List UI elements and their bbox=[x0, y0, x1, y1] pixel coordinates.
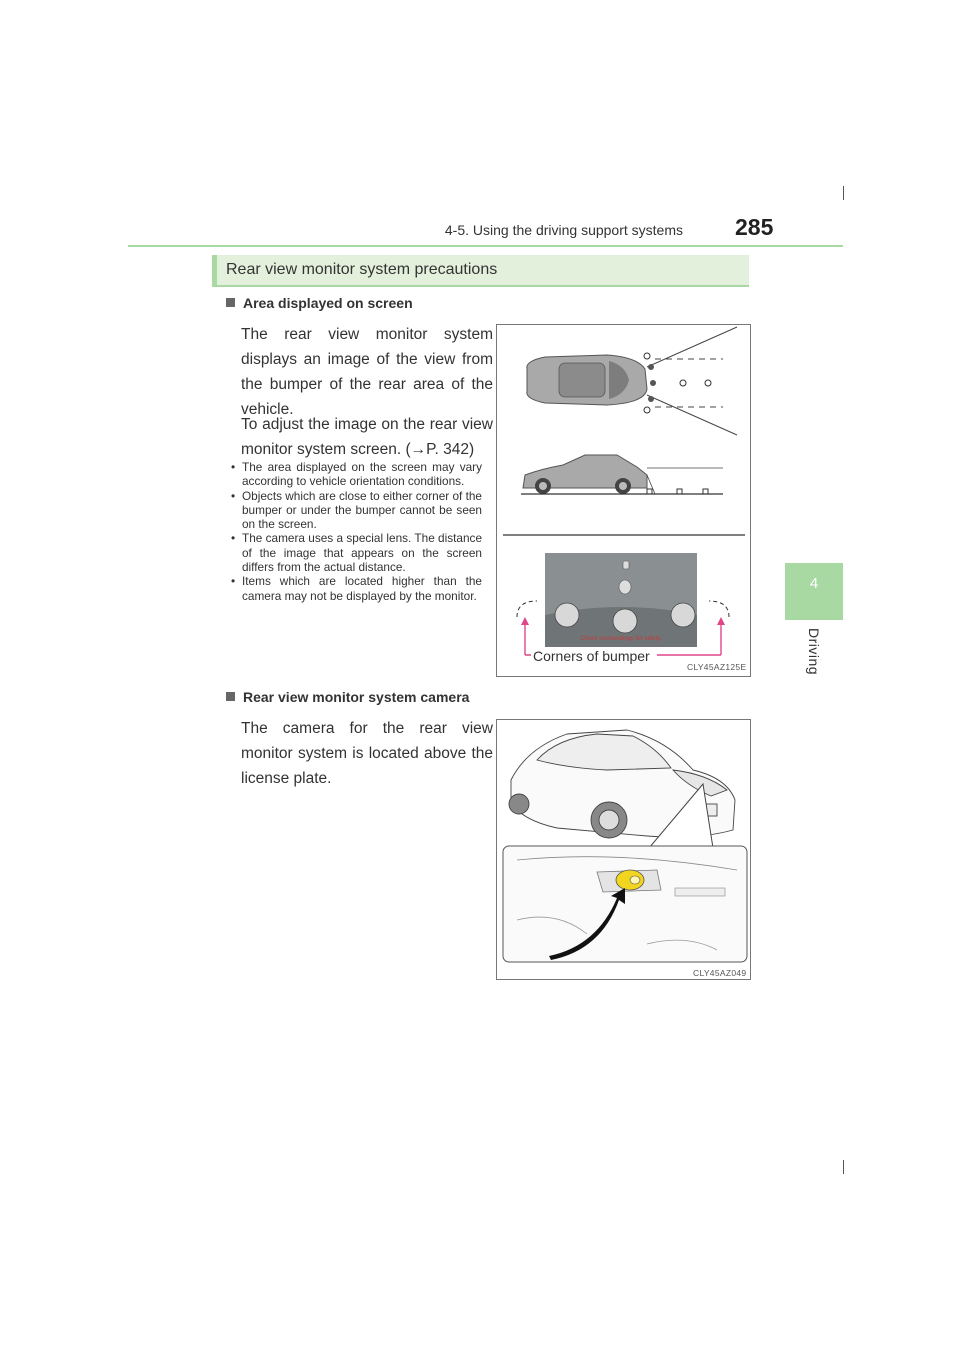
car-side-view bbox=[523, 455, 647, 494]
area-heading-text: Area displayed on screen bbox=[243, 295, 413, 311]
page-number: 285 bbox=[735, 214, 774, 240]
camera-heading bbox=[226, 689, 469, 705]
bullet-dot-icon: • bbox=[231, 574, 236, 589]
screen-warning-message: Check surroundings for safety. bbox=[580, 636, 662, 642]
bullet-text: The area displayed on the screen may vary according to vehicle orientation conditions. bbox=[242, 460, 482, 489]
bullet-dot-icon: • bbox=[231, 531, 236, 546]
bullet-text: The camera uses a special lens. The distance of the image that appears on the screen differs from the actual distance. bbox=[242, 531, 482, 575]
area-paragraph-2: To adjust the image on the rear view monitor system screen. (→P. 342) bbox=[241, 416, 493, 458]
chapter-number: 4 bbox=[809, 575, 819, 592]
area-heading bbox=[226, 295, 413, 311]
area-paragraph-1: The rear view monitor system displays an image of the view from the bumper of the rear area of the vehicle. bbox=[241, 326, 493, 418]
camera-location-illustration bbox=[497, 720, 750, 979]
monitor-area-illustration bbox=[497, 325, 750, 676]
header-rule bbox=[128, 245, 843, 247]
bullet-text: Items which are located higher than the camera may not be displayed by the monitor. bbox=[242, 574, 482, 603]
list-item bbox=[228, 531, 482, 574]
camera-heading-text: Rear view monitor system camera bbox=[243, 689, 470, 705]
precaution-title: Rear view monitor system precautions bbox=[226, 261, 498, 278]
monitor-screen bbox=[545, 553, 697, 647]
figure-monitor-area bbox=[496, 324, 751, 677]
car-top-view bbox=[527, 355, 647, 405]
camera-paragraph: The camera for the rear view monitor system is located above the license plate. bbox=[241, 720, 493, 787]
chapter-label: Driving bbox=[806, 628, 822, 676]
sensor-markers bbox=[644, 353, 711, 413]
bullet-dot-icon: • bbox=[231, 488, 236, 503]
list-item bbox=[228, 489, 482, 532]
section-title: 4-5. Using the driving support systems bbox=[444, 222, 683, 238]
area-bullet-list bbox=[228, 460, 482, 603]
square-bullet-icon bbox=[226, 298, 235, 307]
camera-closeup-inset bbox=[503, 846, 747, 962]
corners-of-bumper-callout: Corners of bumper bbox=[533, 648, 650, 664]
figure-camera-location bbox=[496, 719, 751, 980]
bullet-text: Objects which are close to either corner of the bumper or under the bumper cannot be seen on the screen. bbox=[242, 488, 482, 532]
crop-mark-bottom bbox=[843, 1160, 844, 1174]
list-item bbox=[228, 574, 482, 603]
figure-code: CLY45AZ049 bbox=[693, 968, 747, 978]
bullet-dot-icon: • bbox=[231, 460, 236, 474]
crop-mark-top bbox=[843, 186, 844, 200]
square-bullet-icon bbox=[226, 692, 235, 701]
figure-code: CLY45AZ125E bbox=[687, 662, 747, 672]
list-item bbox=[228, 460, 482, 489]
precaution-rule bbox=[212, 285, 749, 287]
